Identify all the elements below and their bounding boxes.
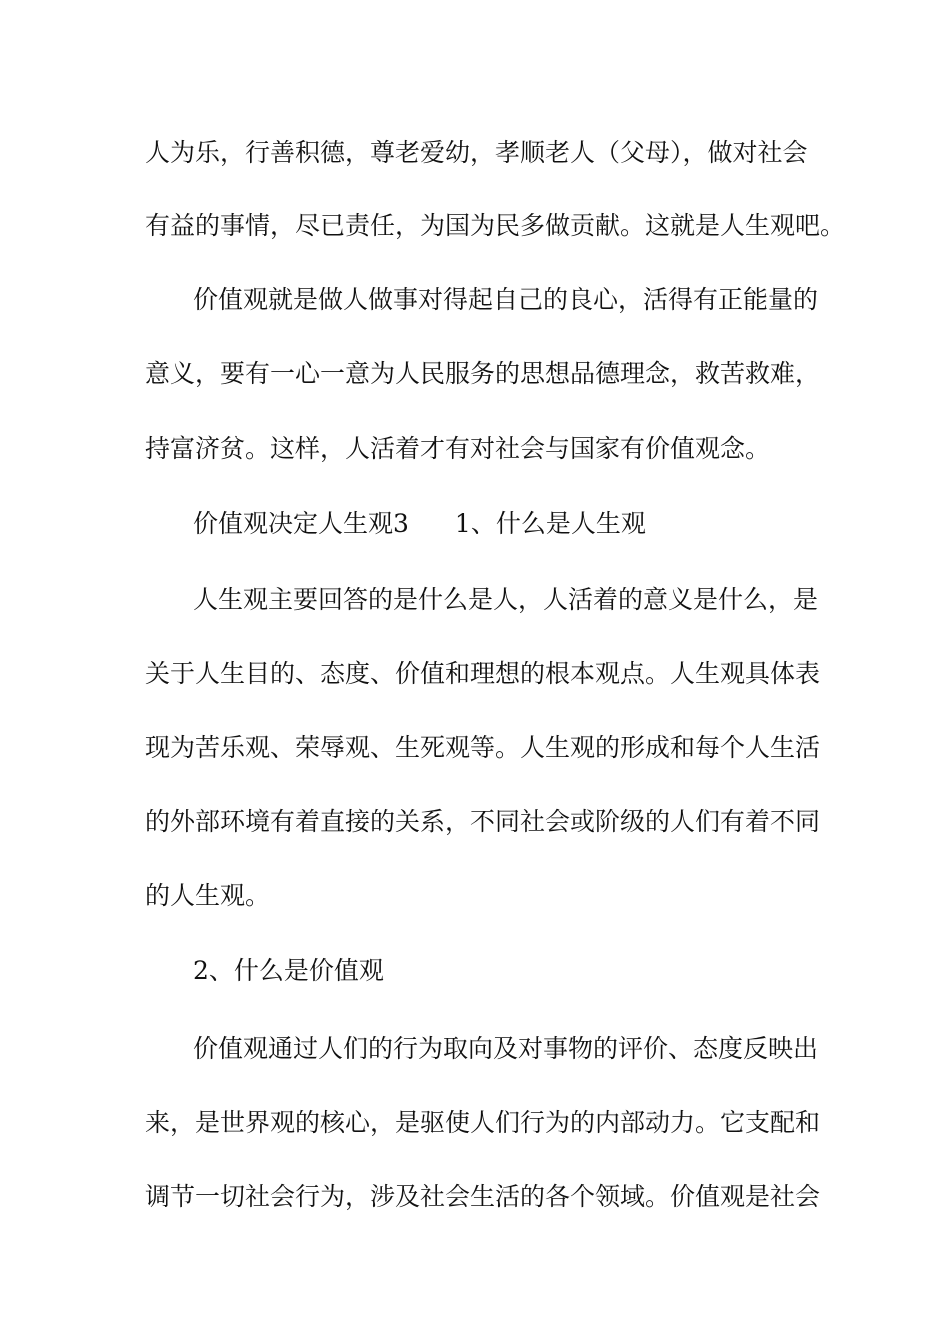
text-line: 的外部环境有着直接的关系，不同社会或阶级的人们有着不同 xyxy=(145,807,821,836)
text-line: 价值观通过人们的行为取向及对事物的评价、态度反映出 xyxy=(193,1034,819,1063)
subsection-heading: 2、什么是价值观 xyxy=(193,956,384,985)
text-line: 持富济贫。这样，人活着才有对社会与国家有价值观念。 xyxy=(145,434,771,463)
subsection-heading: 1、什么是人生观 xyxy=(454,509,646,538)
text-line: 价值观就是做人做事对得起自己的良心，活得有正能量的 xyxy=(193,285,819,314)
text-line: 有益的事情，尽已责任，为国为民多做贡献。这就是人生观吧。 xyxy=(145,211,846,240)
text-line: 现为苦乐观、荣辱观、生死观等。人生观的形成和每个人生活 xyxy=(145,733,821,762)
text-line: 关于人生目的、态度、价值和理想的根本观点。人生观具体表 xyxy=(145,659,821,688)
section-title: 价值观决定人生观3 xyxy=(193,509,409,538)
text-line: 的人生观。 xyxy=(145,881,271,910)
text-line: 调节一切社会行为，涉及社会生活的各个领域。价值观是社会 xyxy=(145,1182,821,1211)
section-heading-line xyxy=(193,504,646,544)
text-line: 人生观主要回答的是什么是人，人活着的意义是什么，是 xyxy=(193,585,819,614)
text-line: 意义，要有一心一意为人民服务的思想品德理念，救苦救难， xyxy=(145,359,821,388)
text-line: 人为乐，行善积德，尊老爱幼，孝顺老人（父母），做对社会 xyxy=(145,138,808,167)
text-line: 来，是世界观的核心，是驱使人们行为的内部动力。它支配和 xyxy=(145,1108,821,1137)
